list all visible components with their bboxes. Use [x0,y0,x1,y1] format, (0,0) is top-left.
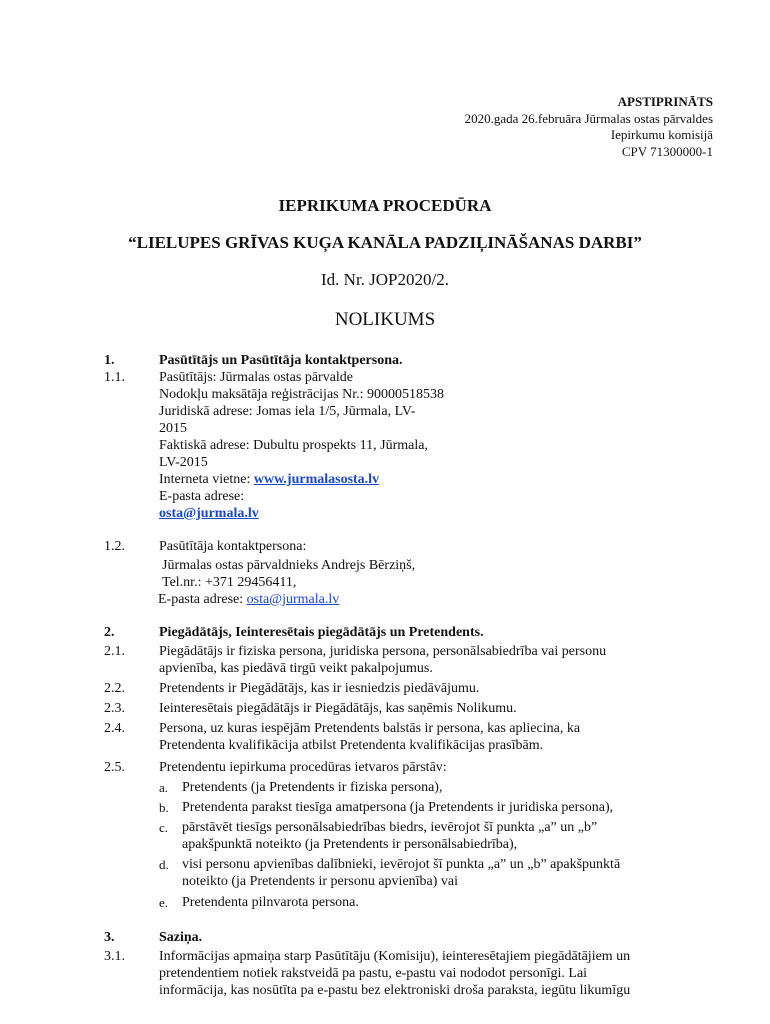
paragraph-line: pretendentiem notiek rakstveidā pa pastu, e-pastu vai nododot personīgi. Lai [159,966,588,981]
website-label: Interneta vietne: [159,472,254,487]
subitem-text [182,856,687,890]
item-1-1-number: 1.1. [104,370,125,385]
approval-block [465,94,713,160]
customer-line: Juridiskā adrese: Jomas iela 1/5, Jūrmala, LV- [159,404,416,419]
subitem-letter: d. [159,857,169,872]
paragraph-line: Informācijas apmaiņa starp Pasūtītāju (Komisiju), ieinteresētajiem piegādātājiem un [159,949,631,964]
item-line: apvienība, kas piedāvā tirgū veikt pakalpojumus. [159,661,433,676]
item-3-1-text [159,948,686,999]
contact-label: Pasūtītāja kontaktpersona: [159,539,307,554]
subitem-text [182,819,687,853]
subitem-text: Pretendenta parakst tiesīga amatpersona (ja Pretendents ir juridiska persona), [182,800,614,815]
website-row [159,471,489,488]
item-number: 2.1. [104,644,125,659]
customer-line: Nodokļu maksātāja reģistrācijas Nr.: 90000518538 [159,387,444,402]
subitem-letter: a. [159,780,169,795]
section-3-number: 3. [104,930,115,945]
id-number: Id. Nr. JOP2020/2. [321,270,449,289]
item-line: Pretendenta kvalifikācija atbilst Pretendenta kvalifikācijas prasībām. [159,738,544,753]
item-number: 2.4. [104,721,125,736]
subitem-letter: c. [159,820,169,835]
website-link[interactable]: www.jurmalasosta.lv [253,472,380,487]
contact-line: Jūrmalas ostas pārvaldnieks Andrejs Bērziņš, [162,558,416,573]
customer-line: LV-2015 [159,455,208,470]
subitem-line: pārstāvēt tiesīgs personālsabiedrības biedrs, ievērojot šī punkta „a” un „b” [182,820,598,835]
customer-line: Faktiskā adrese: Dubultu prospekts 11, Jūrmala, [159,438,428,453]
item-text: Pretendentu iepirkuma procedūras ietvaros pārstāv: [159,760,447,775]
item-text [159,643,686,677]
item-text: Ieinteresētais piegādātājs ir Piegādātājs, kas saņēmis Nolikumu. [159,701,517,716]
approval-title: APSTIPRINĀTS [617,94,713,109]
contact-email-label: E-pasta adrese: [158,592,247,607]
project-title: “LIELUPES GRĪVAS KUĢA KANĀLA PADZIĻINĀŠANAS DARBI” [128,233,642,252]
section-2-title: Piegādātājs, Ieinteresētais piegādātājs un Pretendents. [159,625,484,640]
email-label: E-pasta adrese: [159,489,245,504]
item-line: Persona, uz kuras iespējām Pretendents balstās ir persona, kas apliecina, ka [159,721,581,736]
section-1-number: 1. [104,353,115,368]
contact-line: Tel.nr.: +371 29456411, [162,575,297,590]
customer-line: 2015 [159,421,187,436]
section-3-title: Saziņa. [159,930,203,945]
subitem-line: noteikto (ja Pretendents ir personu apvienība) vai [182,874,459,889]
item-number: 2.2. [104,681,125,696]
approval-cpv: CPV 71300000-1 [621,143,713,159]
item-text: Pretendents ir Piegādātājs, kas ir iesniedzis piedāvājumu. [159,681,480,696]
item-number: 2.3. [104,701,125,716]
approval-date: 2020.gada 26.februāra Jūrmalas ostas pārvaldes [464,110,713,126]
approval-commission: Iepirkumu komisijā [610,127,713,142]
item-text [159,720,686,754]
subitem-text: Pretendents (ja Pretendents ir fiziska persona), [182,780,443,795]
subitem-letter: b. [159,800,169,815]
email-link[interactable]: osta@jurmala.lv [159,506,259,521]
subitem-line: visi personu apvienības dalībnieki, ievērojot šī punkta „a” un „b” apakšpunktā [182,857,621,872]
item-3-1-number: 3.1. [104,949,125,964]
subitem-line: apakšpunktā noteikto (ja Pretendents ir personālsabiedrība), [182,837,518,852]
item-line: Piegādātājs ir fiziska persona, juridiska persona, personālsabiedrība vai personu [159,644,607,659]
document-title: NOLIKUMS [334,309,436,330]
procedure-title: IEPRIKUMA PROCEDŪRA [278,196,492,215]
customer-line: Pasūtītājs: Jūrmalas ostas pārvalde [159,370,354,385]
subitem-letter: e. [159,895,169,910]
contact-email-row [158,591,689,608]
paragraph-line: informācija, kas nosūtīta pa e-pastu bez elektroniski droša paraksta, iegūtu likumīgu [159,983,631,998]
contact-email-link[interactable]: osta@jurmala.lv [246,592,340,607]
item-number: 2.5. [104,760,125,775]
section-2-number: 2. [104,625,115,640]
subitem-text: Pretendenta pilnvarota persona. [182,895,359,910]
section-1-title: Pasūtītājs un Pasūtītāja kontaktpersona. [159,353,403,368]
item-1-2-number: 1.2. [104,539,125,554]
contact-details [158,557,689,608]
customer-details [159,369,489,522]
